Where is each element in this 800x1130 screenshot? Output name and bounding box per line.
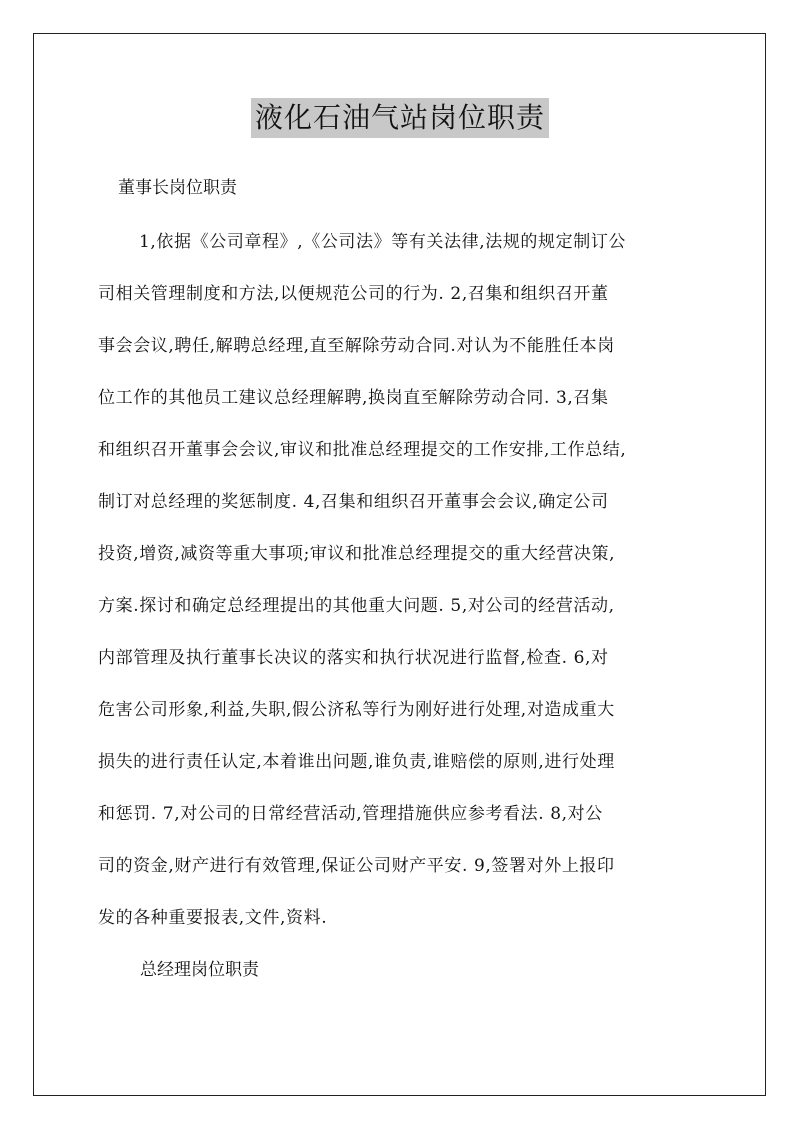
paragraph-line: 方案.探讨和确定总经理提出的其他重大问题. 5,对公司的经营活动,: [98, 596, 615, 616]
section-heading-chairman: 董事长岗位职责: [118, 178, 237, 198]
paragraph-line: 危害公司形象,利益,失职,假公济私等行为刚好进行处理,对造成重大: [98, 700, 615, 720]
paragraph-line: 损失的进行责任认定,本着谁出问题,谁负责,谁赔偿的原则,进行处理: [98, 752, 615, 772]
paragraph-line: 事会会议,聘任,解聘总经理,直至解除劳动合同.对认为不能胜任本岗: [98, 336, 615, 356]
paragraph-line: 司的资金,财产进行有效管理,保证公司财产平安. 9,签署对外上报印: [98, 856, 615, 876]
paragraph-line: 和组织召开董事会会议,审议和批准总经理提交的工作安排,工作总结,: [98, 440, 627, 460]
paragraph-line: 和惩罚. 7,对公司的日常经营活动,管理措施供应参考看法. 8,对公: [98, 804, 603, 824]
document-title: 液化石油气站岗位职责: [251, 98, 549, 138]
section-heading-general-manager: 总经理岗位职责: [140, 960, 259, 980]
paragraph-line: 位工作的其他员工建议总经理解聘,换岗直至解除劳动合同. 3,召集: [98, 388, 609, 408]
paragraph-line: 1,依据《公司章程》,《公司法》等有关法律,法规的规定制订公: [139, 232, 627, 252]
paragraph-line: 发的各种重要报表,文件,资料.: [98, 908, 328, 928]
paragraph-line: 投资,增资,减资等重大事项;审议和批准总经理提交的重大经营决策,: [98, 544, 616, 564]
title-container: [0, 98, 800, 138]
paragraph-line: 制订对总经理的奖惩制度. 4,召集和组织召开董事会会议,确定公司: [98, 492, 609, 512]
paragraph-line: 司相关管理制度和方法,以便规范公司的行为. 2,召集和组织召开董: [98, 284, 609, 304]
paragraph-line: 内部管理及执行董事长决议的落实和执行状况进行监督,检查. 6,对: [98, 648, 609, 668]
